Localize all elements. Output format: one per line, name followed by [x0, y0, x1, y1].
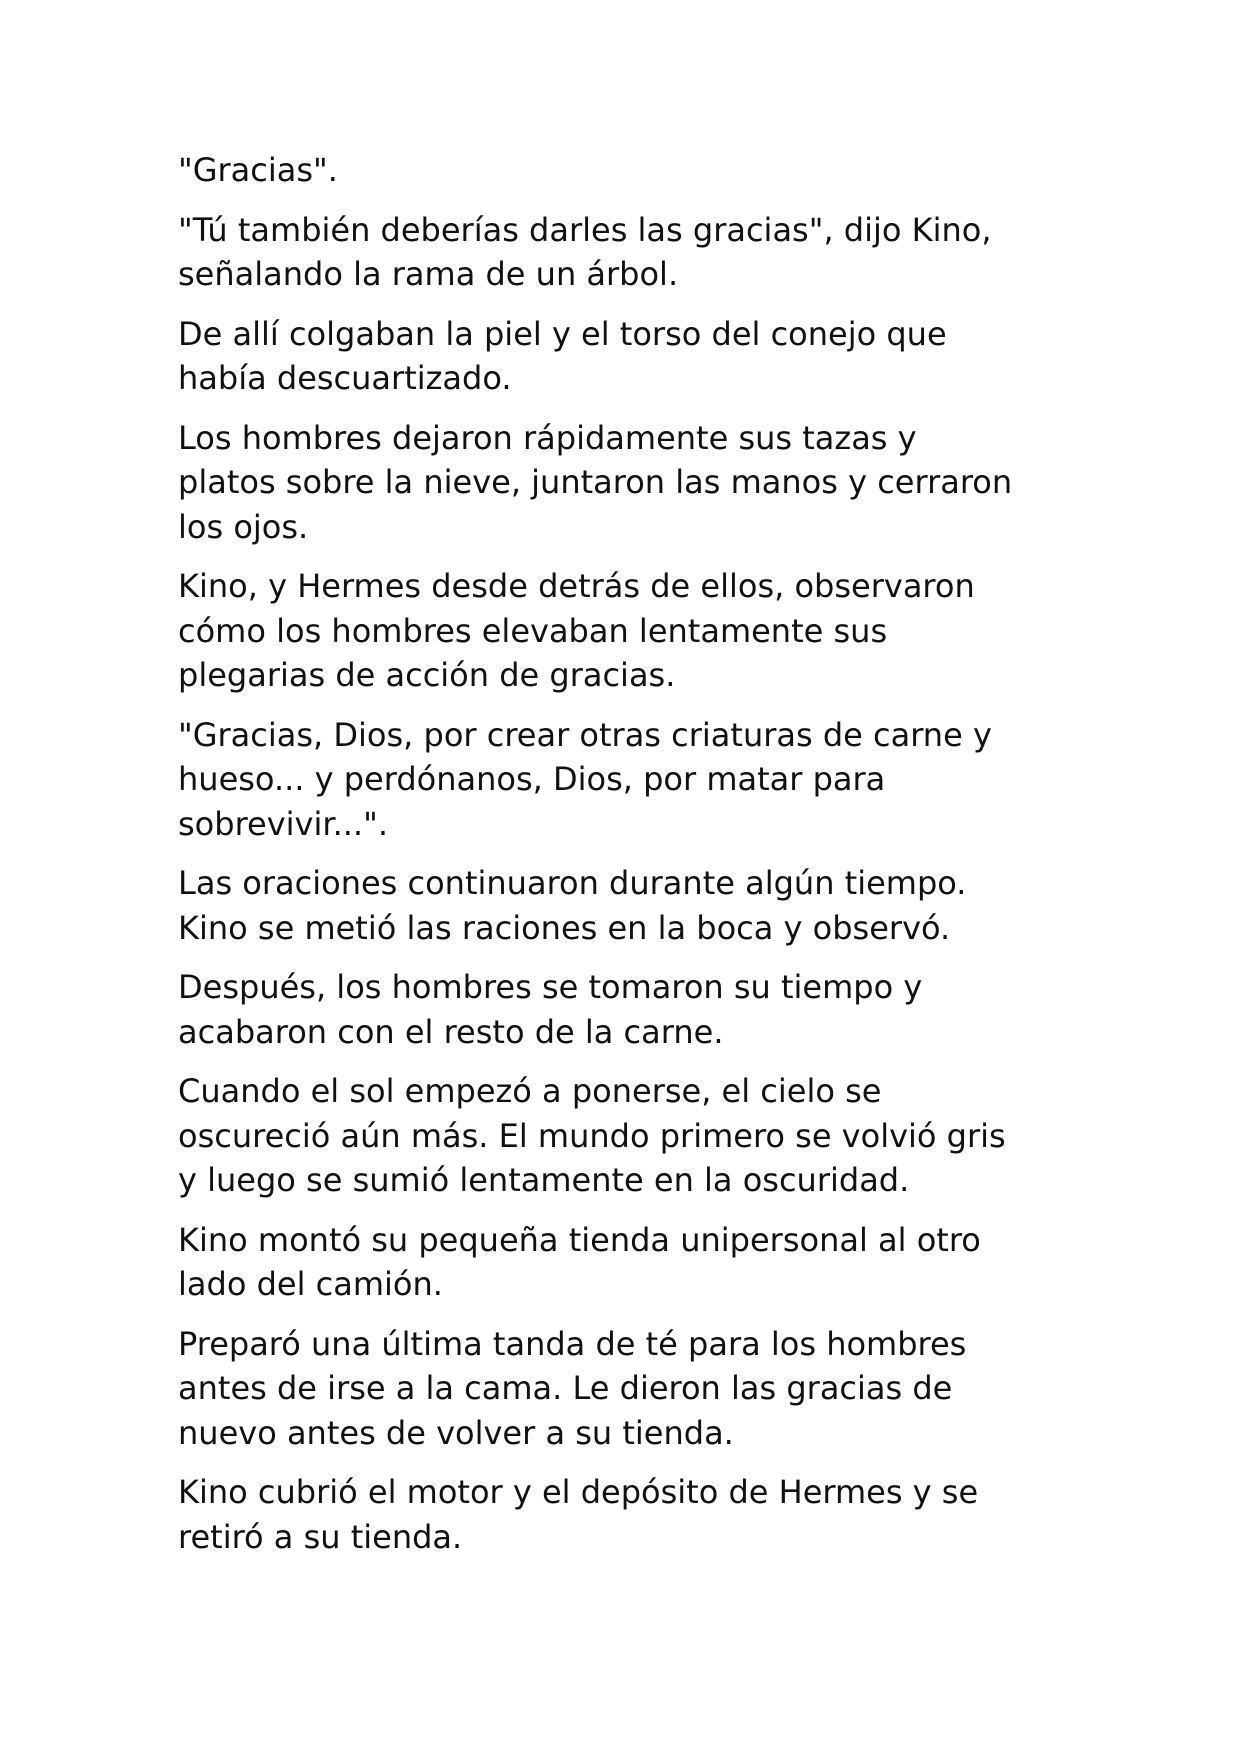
paragraph-1: "Gracias".	[178, 151, 338, 189]
paragraph-4: Los hombres dejaron rápidamente sus tazas y platos sobre la nieve, juntaron las manos y cerraron los ojos.	[178, 418, 1013, 546]
text-column	[178, 148, 1078, 1574]
paragraph-10: Kino montó su pequeña tienda unipersonal al otro lado del camión.	[178, 1220, 981, 1303]
paragraph-12: Kino cubrió el motor y el depósito de Hermes y se retiró a su tienda.	[178, 1473, 979, 1556]
paragraph-11: Preparó una última tanda de té para los hombres antes de irse a la cama. Le dieron las gracias de nuevo antes de volver a su tienda.	[178, 1324, 967, 1452]
paragraph-7: Las oraciones continuaron durante algún tiempo. Kino se metió las raciones en la boca y observó.	[178, 864, 967, 947]
paragraph-5: Kino, y Hermes desde detrás de ellos, observaron cómo los hombres elevaban lentamente sus plegarias de acción de gracias.	[178, 567, 975, 694]
paragraph-8: Después, los hombres se tomaron su tiempo y acabaron con el resto de la carne.	[178, 968, 923, 1051]
paragraph-3: De allí colgaban la piel y el torso del conejo que había descuartizado.	[178, 314, 947, 397]
paragraph-2: "Tú también deberías darles las gracias", dijo Kino, señalando la rama de un árbol.	[178, 210, 992, 293]
paragraph-9: Cuando el sol empezó a ponerse, el cielo se oscureció aún más. El mundo primero se volvió gris y luego se sumió lentamente en la oscuridad.	[178, 1072, 1006, 1199]
paragraph-6: "Gracias, Dios, por crear otras criaturas de carne y hueso... y perdónanos, Dios, por matar para sobrevivir...".	[178, 715, 992, 843]
